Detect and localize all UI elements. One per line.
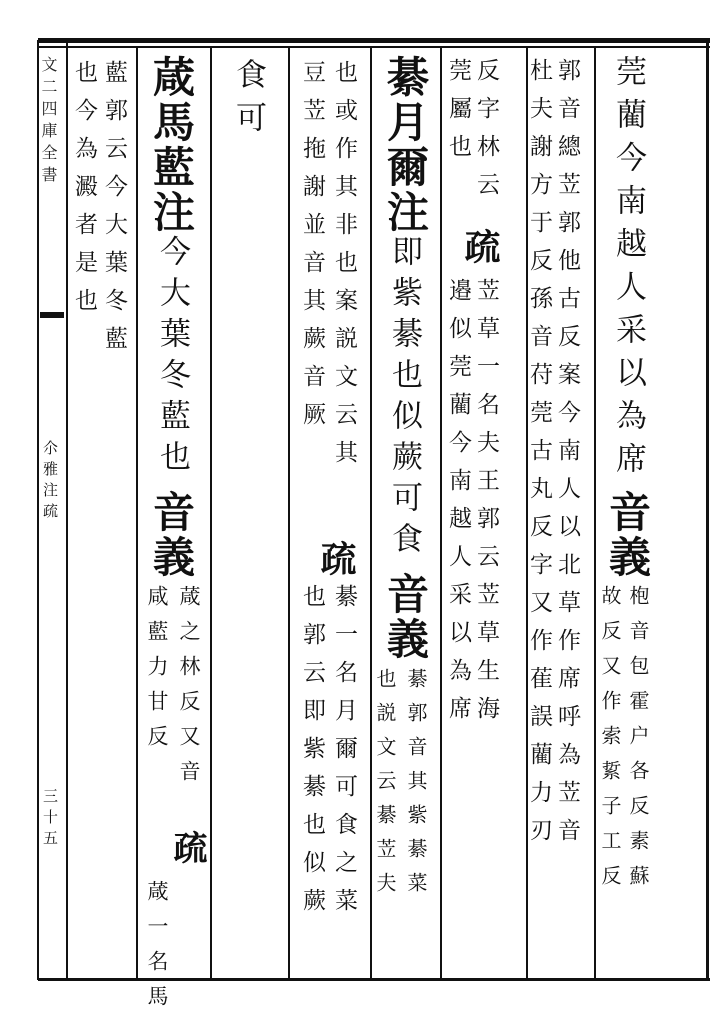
annotation-column: 葴之林反又音 — [177, 585, 201, 795]
annotation-column: 杜夫謝方于反孫音苻莞古丸反字又作萑誤藺力刃 — [526, 58, 552, 856]
right-border — [706, 38, 709, 980]
column-divider — [440, 48, 442, 978]
heading-shu: 疏 — [315, 540, 357, 579]
annotation-column: 莞屬也 — [445, 58, 471, 172]
annotation-column: 綦一名月爾可食之菜 — [331, 584, 357, 926]
column-divider — [136, 48, 138, 978]
top-border — [38, 38, 710, 43]
column-divider — [594, 48, 596, 978]
left-edge-text: 文二四庫全書 — [39, 56, 58, 188]
entry-heading: 葴馬藍注 — [147, 55, 196, 235]
heading-shu: 疏 — [459, 228, 501, 267]
column-divider — [288, 48, 290, 978]
main-text-column: 食可 — [230, 58, 266, 144]
annotation-column: 也郭云即紫綦也似蕨 — [299, 584, 325, 926]
annotation-column: 也説文云綦苙夫 — [373, 668, 397, 906]
heading-yinyi: 音義 — [147, 490, 196, 580]
annotation-column: 也今為澱者是也 — [71, 60, 97, 326]
heading-yinyi: 音義 — [381, 572, 430, 662]
margin-rule — [66, 40, 68, 980]
annotation-column: 綦郭音其紫綦菜 — [404, 668, 428, 906]
annotation-column: 反字林云 — [473, 58, 499, 210]
annotation-column: 邉似莞藺今南越人采以為席 — [445, 278, 471, 734]
column-divider — [370, 48, 372, 978]
margin-mark — [40, 312, 64, 318]
main-text-column: 今大葉冬藍也 — [154, 235, 190, 481]
main-text-column: 莞藺今南越人采以為席 — [610, 55, 646, 485]
heading-shu: 疏 — [167, 830, 207, 867]
heading-yinyi: 音義 — [603, 490, 652, 580]
annotation-column: 故反又作索䋢子工反 — [598, 585, 622, 900]
annotation-column: 豆苙拖謝並音其蕨音厥 — [299, 60, 325, 440]
page-number: 三十五 — [41, 788, 59, 851]
annotation-column: 也或作其非也案説文云其 — [331, 60, 357, 478]
entry-heading: 綦月爾注 — [381, 55, 430, 235]
annotation-column: 藍郭云今大葉冬藍 — [101, 60, 127, 364]
main-text-column: 即紫綦也似蕨可食 — [386, 235, 422, 563]
column-divider — [210, 48, 212, 978]
annotation-column: 葴一名馬 — [145, 880, 169, 1020]
annotation-column: 郭音總苙郭他古反案今南人以北草作席呼為苙音 — [554, 58, 580, 856]
bottom-border — [38, 978, 710, 981]
top-border-inner — [38, 46, 710, 48]
annotation-column: 咸藍力甘反 — [145, 585, 169, 760]
margin-title: 尒雅注疏 — [41, 440, 59, 524]
annotation-column: 枹音包霍户各反素蘇 — [626, 585, 650, 900]
annotation-column: 苙草一名夫王郭云苙草生海 — [473, 278, 499, 734]
